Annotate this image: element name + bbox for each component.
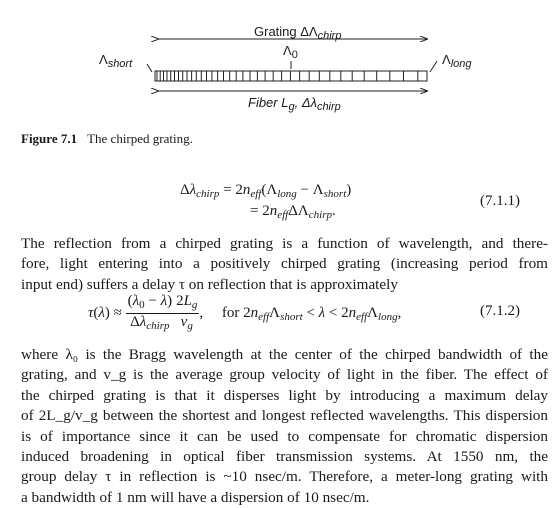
short-period-label: $\Lambda_{short}$ [99,52,133,70]
paragraph-line: a bandwidth of 1 nm will have a dispersion of 10 nsec/m. [21,488,370,506]
paragraph-line: the chirped grating is that it disperses light by introducing a maximum delay [21,386,548,404]
fiber-length-label: Fiber $L_g$, $\Delta\lambda_{chirp}$ [248,95,341,113]
grating-chirp-label: Grating $\Delta\Lambda_{chirp}$ [254,24,342,42]
paragraph-dispersion [21,345,548,508]
paragraph-reflection [21,234,548,295]
long-period-label: $\Lambda_{long}$ [442,52,472,70]
equation-7-1-2: τ(λ) ≈ $\frac{(\lambda_0 - \lambda)}{\Delta\lambda_{chirp}}$ $\frac{2L_g}{v_g}$ , for $2n_{eff}\Lambda_{short} < \lambda < 2n_{eff}\Lambda_{long}$, [88,293,402,332]
short-period-leader [147,64,152,72]
paragraph-line: fore, light entering into a positively chirped grating (increasing period from [21,255,548,273]
equation-7-1-1-line-1: $\Delta\lambda_{chirp} = 2n_{eff}(\Lambda_{long} - \Lambda_{short})$ [180,182,352,200]
chirped-grating-figure [0,0,552,125]
equation-number-7-1-2: (7.1.2) [480,303,520,319]
equation-7-1-1-line-2: = $2n_{eff}\Delta\Lambda_{chirp}$. [250,203,336,221]
paragraph-line: group delay τ in reflection is ~10 nsec/m. Therefore, a meter-long grating with [21,468,548,486]
paragraph-line: induced broadening in optical fiber transmission systems. At 1550 nm, the [21,447,548,465]
paragraph-line: where λ₀ is the Bragg wavelength at the center of the chirped bandwidth of the [21,346,548,363]
caption-text: The chirped grating. [87,131,193,146]
paragraph-line: input end) suffers a delay τ on reflection that is approximately [21,275,398,293]
paragraph-line: is of importance since it can be used to compensate for chromatic dispersion [21,427,548,445]
paragraph-line: grating, and v_g is the average group velocity of light in the fiber. The effect of [21,366,548,384]
figure-caption [21,131,193,147]
paragraph-line: of 2L_g/v_g between the shortest and longest reflected wavelengths. This dispersion [21,407,548,425]
equation-number-7-1-1: (7.1.1) [480,193,520,209]
long-period-leader [430,61,437,72]
caption-number: Figure 7.1 [21,131,78,146]
paragraph-line: The reflection from a chirped grating is a function of wavelength, and there- [21,235,548,252]
center-period-label: $\Lambda_0$ [283,43,298,61]
